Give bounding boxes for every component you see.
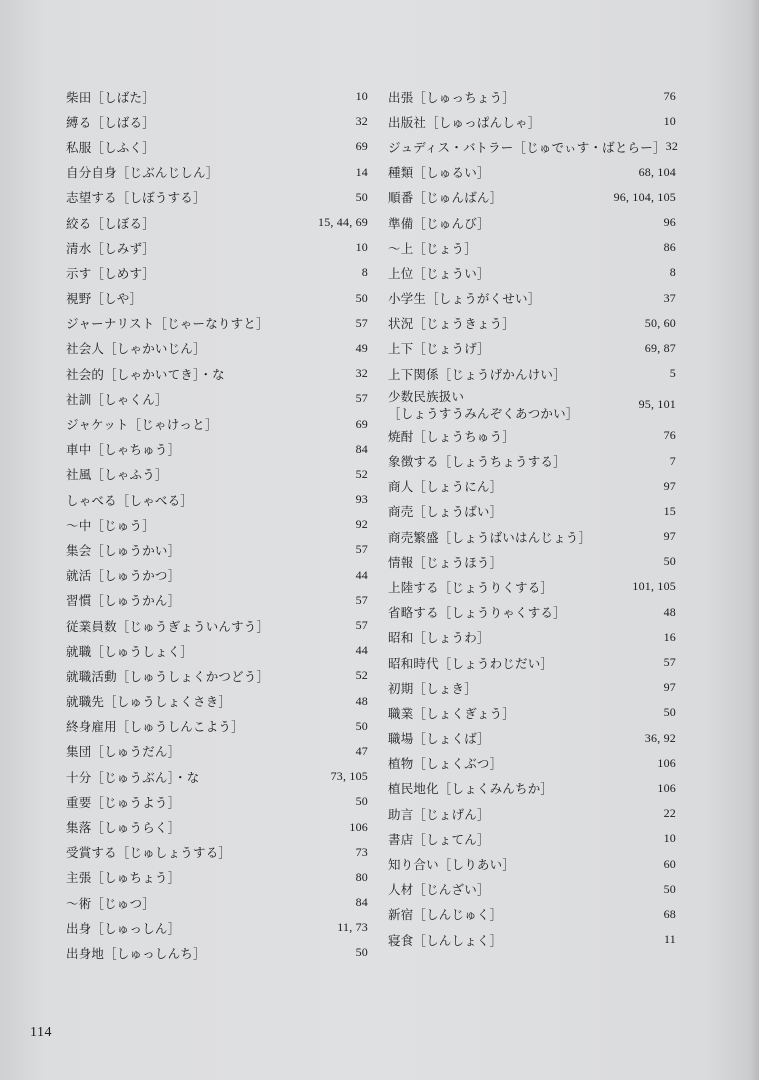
index-term: 知り合い［しりあい］ (388, 857, 516, 873)
index-page-refs: 106 (657, 780, 676, 795)
index-page-refs: 48 (355, 693, 368, 708)
index-page-refs: 11 (664, 932, 676, 947)
index-page-refs: 69, 87 (644, 340, 676, 355)
index-term: 車中［しゃちゅう］ (66, 442, 181, 458)
index-page-refs: 11, 73 (337, 920, 368, 935)
index-page-refs: 96 (663, 215, 676, 230)
index-term: 集落［しゅうらく］ (66, 820, 181, 836)
index-entry (66, 109, 368, 134)
index-term: 終身雇用［しゅうしんこよう］ (66, 719, 244, 735)
index-page-refs: 50 (355, 189, 368, 204)
index-page-refs: 10 (663, 831, 676, 846)
index-term: 情報［じょうほう］ (388, 554, 503, 570)
index-page-refs: 48 (663, 604, 676, 619)
index-entry (388, 574, 676, 599)
index-term: 就職先［しゅうしょくさき］ (66, 694, 232, 710)
index-page-refs: 52 (355, 668, 368, 683)
index-page-refs: 10 (663, 114, 676, 129)
index-term: 示す［しめす］ (66, 265, 155, 281)
index-term: 絞る［しぼる］ (66, 215, 155, 231)
index-entry (66, 487, 368, 512)
index-page-refs: 69 (355, 416, 368, 431)
index-term-reading: ［しょうすうみんぞくあつかい］ (388, 405, 579, 421)
index-page-refs: 36, 92 (644, 730, 676, 745)
index-term: 受賞する［じゅしょうする］ (66, 845, 232, 861)
index-page-refs: 15, 44, 69 (318, 215, 368, 230)
index-entry (66, 160, 368, 185)
index-term: 出張［しゅっちょう］ (388, 89, 516, 105)
index-term: 職業［しょくぎょう］ (388, 705, 516, 721)
index-page-refs: 92 (355, 517, 368, 532)
index-entry (66, 386, 368, 411)
index-page-refs: 14 (355, 164, 368, 179)
index-page-refs: 8 (669, 265, 676, 280)
index-term: 順番［じゅんばん］ (388, 190, 503, 206)
index-page-refs: 50 (663, 881, 676, 896)
index-entry (388, 448, 676, 473)
index-entry (388, 726, 676, 751)
index-term: 重要［じゅうよう］ (66, 794, 181, 810)
index-page-refs: 97 (663, 478, 676, 493)
index-entry (66, 311, 368, 336)
page-edge-shadow (749, 0, 759, 1080)
index-page-refs: 57 (355, 391, 368, 406)
index-entry (388, 286, 676, 311)
index-entry (388, 851, 676, 876)
index-term: 〜術［じゅつ］ (66, 895, 155, 911)
index-term: 就職活動［しゅうしょくかつどう］ (66, 668, 270, 684)
index-entry (66, 613, 368, 638)
index-page-refs: 50, 60 (644, 315, 676, 330)
index-entry (66, 940, 368, 965)
index-page-refs: 84 (355, 895, 368, 910)
index-term: 商売繁盛［しょうばいはんじょう］ (388, 529, 592, 545)
index-term: 社会人［しゃかいじん］ (66, 341, 206, 357)
index-term: 清水［しみず］ (66, 240, 155, 256)
index-page-refs: 57 (663, 655, 676, 670)
index-term: 就職［しゅうしょく］ (66, 643, 194, 659)
index-term: 昭和時代［しょうわじだい］ (388, 655, 554, 671)
index-page-refs: 50 (355, 945, 368, 960)
index-entry (66, 689, 368, 714)
index-term: 出身地［しゅっしんち］ (66, 945, 206, 961)
index-page-refs: 60 (663, 856, 676, 871)
index-term: 視野［しや］ (66, 291, 143, 307)
index-term (388, 388, 639, 422)
index-term: 社会的［しゃかいてき］・な (66, 366, 225, 382)
index-term: 〜上［じょう］ (388, 240, 477, 256)
index-entry (388, 675, 676, 700)
index-entry (388, 185, 676, 210)
index-entry (66, 437, 368, 462)
index-entry (388, 600, 676, 625)
index-entry (66, 462, 368, 487)
index-page-refs: 97 (663, 529, 676, 544)
index-term: 昭和［しょうわ］ (388, 630, 490, 646)
index-entry (66, 336, 368, 361)
index-term: 人材［じんざい］ (388, 882, 490, 898)
index-term: 種類［しゅるい］ (388, 165, 490, 181)
index-page-refs: 86 (663, 240, 676, 255)
index-entry (388, 902, 676, 927)
index-entry (388, 751, 676, 776)
index-page-refs: 73 (355, 844, 368, 859)
index-entry (388, 625, 676, 650)
index-term: 習慣［しゅうかん］ (66, 593, 181, 609)
index-term: 商人［しょうにん］ (388, 479, 503, 495)
index-page-refs: 44 (355, 643, 368, 658)
index-entry (66, 663, 368, 688)
index-page-refs: 84 (355, 441, 368, 456)
index-entry (66, 361, 368, 386)
index-term: 志望する［しぼうする］ (66, 190, 206, 206)
index-entry (388, 801, 676, 826)
index-entry (66, 235, 368, 260)
index-term: ジュディス・バトラー［じゅでぃす・ばとらー］ (388, 139, 666, 155)
index-page-refs: 37 (663, 290, 676, 305)
index-entry (388, 311, 676, 336)
index-term: 省略する［しょうりゃくする］ (388, 605, 566, 621)
index-term: 焼酎［しょうちゅう］ (388, 428, 516, 444)
index-entry (388, 474, 676, 499)
index-entry (66, 286, 368, 311)
index-page-refs: 97 (663, 680, 676, 695)
index-term: 寝食［しんしょく］ (388, 932, 503, 948)
index-page-refs: 50 (355, 718, 368, 733)
index-term: 準備［じゅんび］ (388, 215, 490, 231)
index-page-refs: 106 (349, 819, 368, 834)
index-term: 上下関係［じょうげかんけい］ (388, 366, 566, 382)
index-page-refs: 52 (355, 466, 368, 481)
index-page-refs: 10 (355, 89, 368, 104)
index-term: 上陸する［じょうりくする］ (388, 579, 554, 595)
index-term: 就活［しゅうかつ］ (66, 568, 181, 584)
index-page-refs: 7 (669, 453, 676, 468)
index-term: 出身［しゅっしん］ (66, 920, 181, 936)
index-term: 上下［じょうげ］ (388, 341, 490, 357)
index-entry (66, 890, 368, 915)
index-page-refs: 76 (663, 428, 676, 443)
index-page-refs: 47 (355, 743, 368, 758)
index-page-refs: 32 (355, 114, 368, 129)
index-page-refs: 57 (355, 315, 368, 330)
index-page-refs: 8 (361, 265, 368, 280)
index-term: ジャーナリスト［じゃーなりすと］ (66, 316, 269, 332)
index-entry (388, 826, 676, 851)
index-entry (388, 336, 676, 361)
index-page-refs: 106 (657, 755, 676, 770)
index-page-refs: 50 (355, 794, 368, 809)
index-page-refs: 69 (355, 139, 368, 154)
index-entry (66, 789, 368, 814)
index-entry (66, 185, 368, 210)
index-entry (388, 134, 679, 159)
page-number: 114 (30, 1025, 52, 1040)
index-term: 上位［じょうい］ (388, 265, 490, 281)
index-page-refs: 57 (355, 542, 368, 557)
index-term: 柴田［しばた］ (66, 89, 155, 105)
index-entry (388, 499, 676, 524)
index-page-refs: 32 (355, 366, 368, 381)
index-entry (388, 549, 676, 574)
index-page-refs: 5 (669, 366, 676, 381)
index-page-refs: 50 (663, 705, 676, 720)
index-entry (388, 235, 676, 260)
index-entry (66, 563, 368, 588)
index-entry (388, 260, 676, 285)
index-entry (66, 865, 368, 890)
index-entry (66, 714, 368, 739)
index-page-refs: 76 (663, 89, 676, 104)
index-term: 植物［しょくぶつ］ (388, 756, 503, 772)
index-page-refs: 44 (355, 567, 368, 582)
index-entry (388, 776, 676, 801)
index-term: 新宿［しんじゅく］ (388, 907, 503, 923)
index-term: 初期［しょき］ (388, 680, 477, 696)
index-term: 十分［じゅうぶん］・な (66, 769, 200, 785)
index-term: 社訓［しゃくん］ (66, 391, 168, 407)
index-page-refs: 49 (355, 340, 368, 355)
index-entry (66, 840, 368, 865)
index-entry (388, 210, 676, 235)
index-page-refs: 15 (663, 503, 676, 518)
index-page-refs: 16 (663, 629, 676, 644)
index-entry (388, 361, 676, 386)
index-page-refs: 57 (355, 592, 368, 607)
index-term: 社風［しゃふう］ (66, 467, 168, 483)
index-entry (388, 160, 676, 185)
index-term: 書店［しょてん］ (388, 831, 490, 847)
index-entry (388, 877, 676, 902)
index-entry (388, 524, 676, 549)
index-page-refs: 57 (355, 618, 368, 633)
index-entry (66, 411, 368, 436)
index-term-line: 少数民族扱い (388, 388, 465, 404)
index-page-refs: 80 (355, 869, 368, 884)
index-term: 集会［しゅうかい］ (66, 542, 181, 558)
index-term: 助言［じょげん］ (388, 806, 490, 822)
index-entry (66, 512, 368, 537)
index-entry (66, 638, 368, 663)
index-page-refs: 50 (355, 290, 368, 305)
index-term: 集団［しゅうだん］ (66, 744, 181, 760)
index-entry (388, 650, 676, 675)
index-column-right (388, 84, 679, 952)
index-term: 主張［しゅちょう］ (66, 870, 181, 886)
index-page-refs: 68 (663, 906, 676, 921)
index-entry (66, 260, 368, 285)
index-entry (66, 84, 368, 109)
index-term: 状況［じょうきょう］ (388, 316, 516, 332)
index-term: 象徴する［しょうちょうする］ (388, 454, 566, 470)
index-entry (388, 109, 676, 134)
index-entry (388, 84, 676, 109)
index-entry (66, 764, 368, 789)
index-page-refs: 96, 104, 105 (613, 189, 676, 204)
index-entry (388, 700, 676, 725)
index-term: しゃべる［しゃべる］ (66, 492, 194, 508)
index-entry (66, 210, 368, 235)
index-term: 出版社［しゅっぱんしゃ］ (388, 114, 541, 130)
index-page-refs: 95, 101 (638, 397, 676, 412)
index-term: 自分自身［じぶんじしん］ (66, 165, 219, 181)
index-column-left (66, 84, 368, 966)
index-term: 私服［しふく］ (66, 139, 155, 155)
index-entry (388, 386, 676, 423)
index-entry (66, 537, 368, 562)
index-entry (388, 927, 676, 952)
index-page-refs: 68, 104 (638, 164, 676, 179)
index-term: 植民地化［しょくみんちか］ (388, 781, 554, 797)
index-entry (66, 915, 368, 940)
index-page-refs: 101, 105 (632, 579, 676, 594)
index-page-refs: 93 (355, 492, 368, 507)
index-page-refs: 10 (355, 240, 368, 255)
index-entry (66, 814, 368, 839)
index-term: 職場［しょくば］ (388, 731, 490, 747)
index-page-refs: 22 (663, 806, 676, 821)
index-term: 〜中［じゅう］ (66, 517, 155, 533)
index-page-refs: 32 (665, 139, 679, 154)
index-entry (388, 423, 676, 448)
index-page-refs: 50 (663, 554, 676, 569)
index-entry (66, 134, 368, 159)
index-term: 小学生［しょうがくせい］ (388, 291, 541, 307)
index-term: 縛る［しばる］ (66, 114, 155, 130)
index-term: 従業員数［じゅうぎょういんすう］ (66, 618, 270, 634)
index-page-refs: 73, 105 (330, 769, 368, 784)
index-term: 商売［しょうばい］ (388, 504, 503, 520)
index-term: ジャケット［じゃけっと］ (66, 417, 218, 433)
index-entry (66, 588, 368, 613)
index-entry (66, 739, 368, 764)
